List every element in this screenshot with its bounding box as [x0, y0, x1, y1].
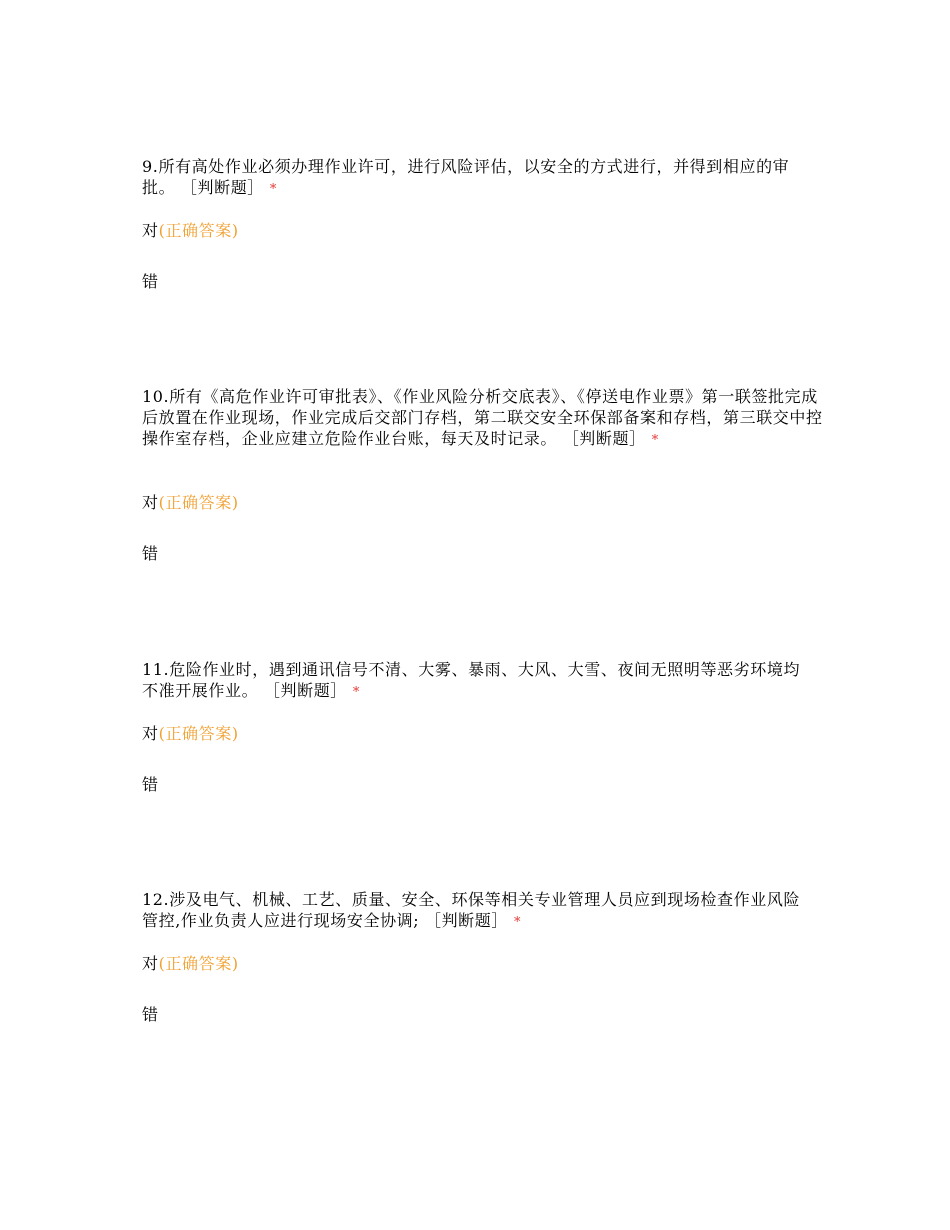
- option-label: 对: [142, 221, 159, 240]
- option-true[interactable]: [142, 220, 239, 241]
- option-label: 错: [142, 1005, 159, 1024]
- required-marker: *: [513, 915, 522, 930]
- question-12: [142, 889, 832, 1024]
- required-marker: *: [352, 685, 361, 700]
- question-type: ［判断题］: [562, 429, 646, 448]
- correct-answer-tag: (正确答案): [158, 954, 239, 973]
- question-10: [142, 386, 832, 563]
- question-type: ［判断题］: [424, 911, 508, 930]
- question-text: [142, 386, 832, 451]
- option-label: 错: [142, 775, 159, 794]
- option-label: 错: [142, 544, 159, 563]
- option-true[interactable]: [142, 953, 239, 974]
- question-type: ［判断题］: [180, 178, 264, 197]
- question-stem: 12.涉及电气、机械、工艺、质量、安全、环保等相关专业管理人员应到现场检查作业风险管控,作业负责人应进行现场安全协调;: [142, 890, 801, 930]
- option-label: 错: [142, 272, 159, 291]
- correct-answer-tag: (正确答案): [158, 724, 239, 743]
- option-true[interactable]: [142, 492, 239, 513]
- required-marker: *: [651, 433, 659, 448]
- question-type: ［判断题］: [263, 681, 347, 700]
- option-false[interactable]: [142, 774, 159, 795]
- question-stem: 11.危险作业时，遇到通讯信号不清、大雾、暴雨、大风、大雪、夜间无照明等恶劣环境均不准开展作业。: [142, 660, 801, 700]
- option-false[interactable]: [142, 543, 159, 564]
- option-true[interactable]: [142, 723, 239, 744]
- question-stem: 10.所有《高危作业许可审批表》、《作业风险分析交底表》、《停送电作业票》第一联签批完成后放置在作业现场，作业完成后交部门存档，第二联交安全环保部备案和存档，第三联交中控操作室存档，企业应建立危险作业台账，每天及时记录。: [142, 387, 823, 448]
- question-text: [142, 156, 814, 200]
- question-9: [142, 156, 832, 291]
- option-label: 对: [142, 724, 159, 743]
- question-text: [142, 889, 810, 933]
- correct-answer-tag: (正确答案): [158, 221, 239, 240]
- question-stem: 9.所有高处作业必须办理作业许可，进行风险评估，以安全的方式进行，并得到相应的审批。: [142, 157, 790, 197]
- required-marker: *: [269, 182, 278, 197]
- option-false[interactable]: [142, 271, 159, 292]
- option-false[interactable]: [142, 1004, 159, 1025]
- option-label: 对: [142, 493, 159, 512]
- question-11: [142, 659, 832, 794]
- question-text: [142, 659, 810, 703]
- option-label: 对: [142, 954, 159, 973]
- correct-answer-tag: (正确答案): [158, 493, 239, 512]
